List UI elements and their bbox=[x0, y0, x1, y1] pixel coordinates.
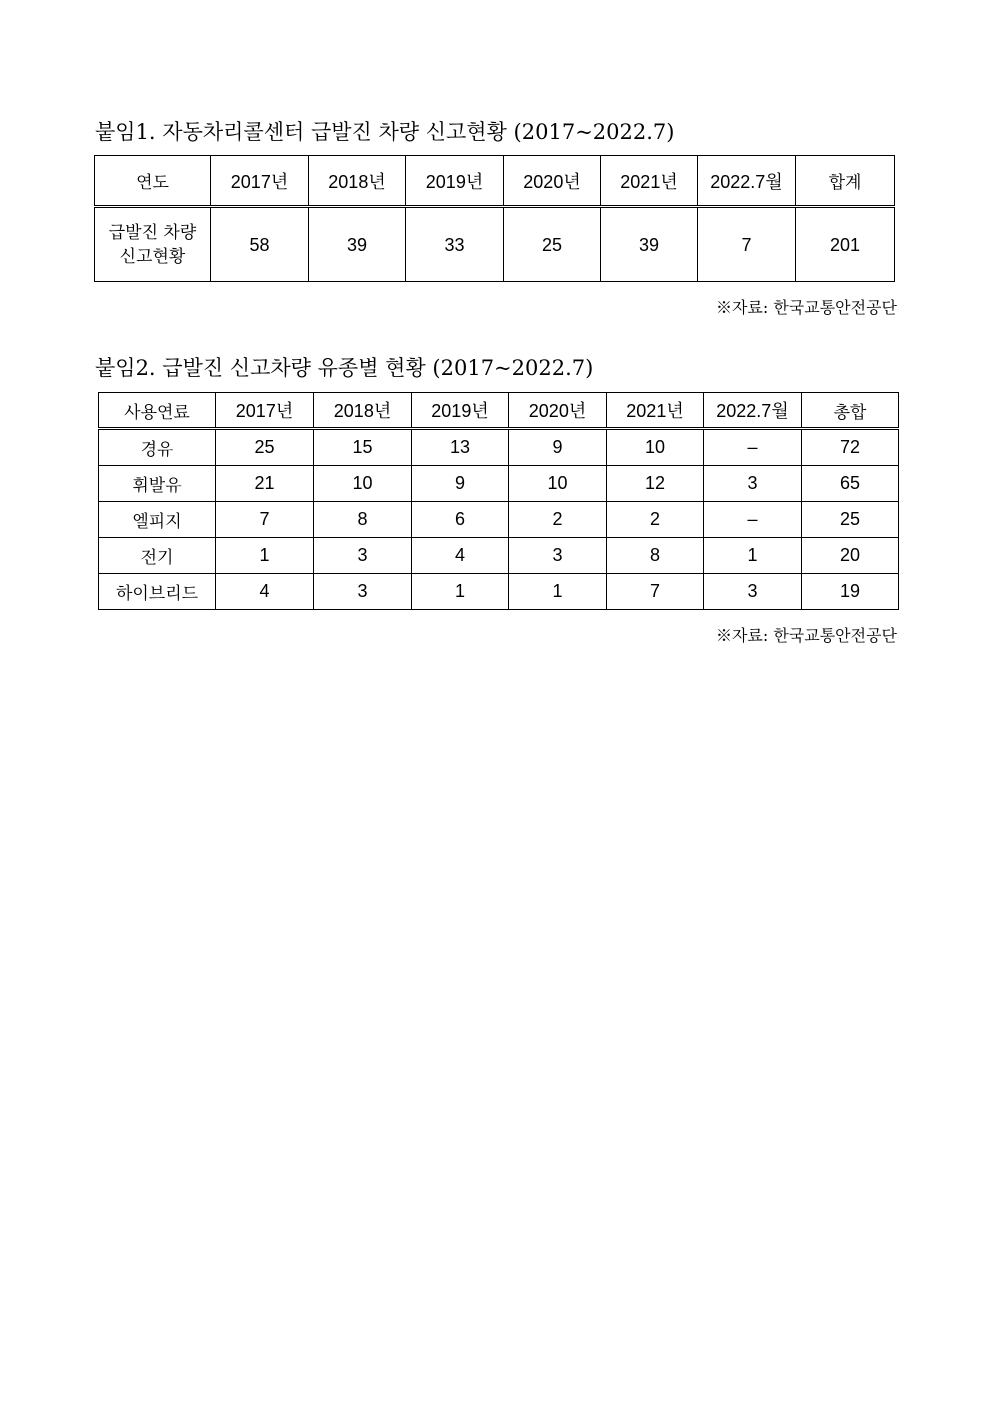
value-cell: 201 bbox=[796, 207, 895, 282]
value-cell: 8 bbox=[314, 502, 412, 538]
value-cell: 1 bbox=[216, 538, 314, 574]
value-cell: 39 bbox=[309, 207, 406, 282]
header-cell: 2020년 bbox=[504, 156, 601, 207]
value-cell: 25 bbox=[504, 207, 601, 282]
vehicle-report-table bbox=[94, 155, 895, 282]
table1-title: 붙임1. 자동차리콜센터 급발진 차량 신고현황 (2017~2022.7) bbox=[95, 120, 675, 144]
value-cell: 8 bbox=[607, 538, 704, 574]
value-cell: 33 bbox=[406, 207, 504, 282]
value-cell: 2 bbox=[509, 502, 607, 538]
row-label-cell: 전기 bbox=[99, 538, 216, 574]
header-cell: 합계 bbox=[796, 156, 895, 207]
row-label-line: 급발진 차량 bbox=[108, 222, 197, 243]
header-cell: 연도 bbox=[95, 156, 211, 207]
table-row bbox=[99, 429, 899, 466]
value-cell: 3 bbox=[509, 538, 607, 574]
value-cell: 7 bbox=[216, 502, 314, 538]
table2-source: ※자료: 한국교통안전공단 bbox=[715, 626, 897, 645]
table2-header-row bbox=[99, 393, 899, 429]
value-cell: 3 bbox=[704, 574, 802, 610]
table2-title: 붙임2. 급발진 신고차량 유종별 현황 (2017~2022.7) bbox=[95, 356, 594, 380]
value-cell: 2 bbox=[607, 502, 704, 538]
header-cell: 2019년 bbox=[412, 393, 509, 429]
value-cell: 39 bbox=[601, 207, 698, 282]
fuel-type-table bbox=[98, 392, 899, 610]
value-cell: 15 bbox=[314, 429, 412, 466]
value-cell: 1 bbox=[509, 574, 607, 610]
row-label-cell bbox=[95, 207, 211, 282]
value-cell: – bbox=[704, 429, 802, 466]
header-cell: 2022.7월 bbox=[704, 393, 802, 429]
header-cell: 2017년 bbox=[216, 393, 314, 429]
row-label-cell: 엘피지 bbox=[99, 502, 216, 538]
value-cell: 72 bbox=[802, 429, 899, 466]
value-cell: 10 bbox=[314, 466, 412, 502]
header-cell: 2018년 bbox=[309, 156, 406, 207]
value-cell: 12 bbox=[607, 466, 704, 502]
value-cell: 13 bbox=[412, 429, 509, 466]
value-cell: 3 bbox=[314, 538, 412, 574]
header-cell: 2018년 bbox=[314, 393, 412, 429]
value-cell: 7 bbox=[698, 207, 796, 282]
header-cell: 총합 bbox=[802, 393, 899, 429]
value-cell: 25 bbox=[216, 429, 314, 466]
value-cell: 4 bbox=[412, 538, 509, 574]
table-row bbox=[99, 502, 899, 538]
value-cell: 1 bbox=[412, 574, 509, 610]
value-cell: 10 bbox=[509, 466, 607, 502]
header-cell: 2021년 bbox=[607, 393, 704, 429]
header-cell: 2019년 bbox=[406, 156, 504, 207]
header-cell: 2021년 bbox=[601, 156, 698, 207]
value-cell: 65 bbox=[802, 466, 899, 502]
row-label-cell: 경유 bbox=[99, 429, 216, 466]
value-cell: 25 bbox=[802, 502, 899, 538]
value-cell: 19 bbox=[802, 574, 899, 610]
value-cell: 1 bbox=[704, 538, 802, 574]
value-cell: 21 bbox=[216, 466, 314, 502]
header-cell: 2022.7월 bbox=[698, 156, 796, 207]
header-cell: 2020년 bbox=[509, 393, 607, 429]
row-label-cell: 하이브리드 bbox=[99, 574, 216, 610]
table-row bbox=[99, 466, 899, 502]
header-cell: 2017년 bbox=[211, 156, 309, 207]
row-label-cell: 휘발유 bbox=[99, 466, 216, 502]
row-label-line: 신고현황 bbox=[119, 246, 186, 267]
value-cell: 10 bbox=[607, 429, 704, 466]
value-cell: 9 bbox=[509, 429, 607, 466]
table1-source: ※자료: 한국교통안전공단 bbox=[715, 298, 897, 317]
table-row bbox=[99, 538, 899, 574]
value-cell: – bbox=[704, 502, 802, 538]
value-cell: 9 bbox=[412, 466, 509, 502]
value-cell: 7 bbox=[607, 574, 704, 610]
value-cell: 58 bbox=[211, 207, 309, 282]
value-cell: 6 bbox=[412, 502, 509, 538]
table1-header-row bbox=[95, 156, 895, 207]
header-cell: 사용연료 bbox=[99, 393, 216, 429]
value-cell: 4 bbox=[216, 574, 314, 610]
table-row bbox=[95, 207, 895, 282]
value-cell: 3 bbox=[704, 466, 802, 502]
table-row bbox=[99, 574, 899, 610]
value-cell: 20 bbox=[802, 538, 899, 574]
value-cell: 3 bbox=[314, 574, 412, 610]
